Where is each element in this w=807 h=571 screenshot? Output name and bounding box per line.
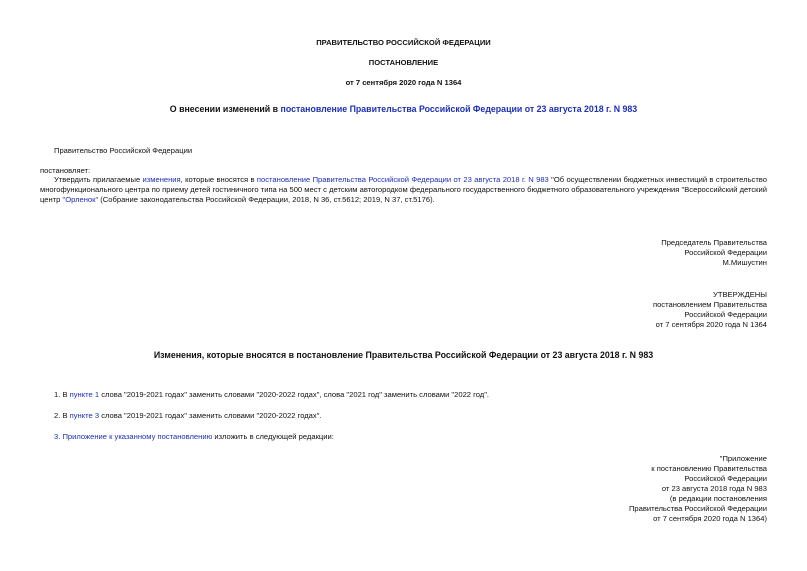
- item-1-link[interactable]: пункте 1: [69, 390, 100, 399]
- item-1-prefix: 1. В: [54, 390, 70, 399]
- document-date: от 7 сентября 2020 года N 1364: [345, 78, 462, 87]
- body-text-2: , которые вносятся в: [180, 175, 257, 184]
- changes-title: Изменения, которые вносятся в постановление Правительства Российской Федерации от 23 августа 2018 г. N 983: [153, 350, 654, 360]
- title-reference-link[interactable]: постановление Правительства Российской Федерации от 23 августа 2018 г. N 983: [280, 104, 638, 114]
- signature-position-2: Российской Федерации: [684, 248, 767, 258]
- orlenok-link[interactable]: "Орленок": [62, 195, 99, 205]
- resolution-983-link[interactable]: постановление Правительства Российской Федерации от 23 августа 2018 г. N 983: [256, 175, 549, 184]
- body-text-3: "Об осуществлении бюджетных инвестиций в строительство многофункционального центра по приему детей гостиничного типа на 500 мест с детским автогородком федерального государственного бюджетного образовательного учреждения "Всероссийский детский центр: [40, 175, 767, 205]
- signature-position: Председатель Правительства: [661, 238, 767, 247]
- appendix-line-5: (в редакции постановления: [669, 494, 767, 504]
- approval-block: [653, 290, 767, 330]
- appendix-line-4: от 23 августа 2018 года N 983: [661, 484, 767, 494]
- approval-line-4: от 7 сентября 2020 года N 1364: [655, 320, 767, 330]
- changes-link[interactable]: изменения: [142, 175, 181, 184]
- item-2-link[interactable]: пункте 3: [69, 411, 100, 420]
- appendix-line-6: Правительства Российской Федерации: [628, 504, 767, 514]
- issuer: Правительство Российской Федерации: [54, 146, 193, 155]
- item-3-text: изложить в следующей редакции:: [212, 432, 334, 441]
- item-1-text: слова "2019-2021 годах" заменить словами "2020-2022 годах", слова "2021 год" заменить словами "2022 год".: [99, 390, 490, 399]
- item-2-prefix: 2. В: [54, 411, 70, 420]
- change-item-3: [54, 432, 334, 442]
- appendix-line-7: от 7 сентября 2020 года N 1364): [653, 514, 767, 524]
- appendix-line-2: к постановлению Правительства: [651, 464, 767, 474]
- government-header: ПРАВИТЕЛЬСТВО РОССИЙСКОЙ ФЕДЕРАЦИИ: [316, 38, 491, 47]
- body-text-4: (Собрание законодательства Российской Федерации, 2018, N 36, ст.5612; 2019, N 37, ст.5176).: [98, 195, 435, 205]
- body-text-1: Утвердить прилагаемые: [54, 175, 143, 184]
- appendix-line-1: "Приложение: [719, 454, 767, 463]
- approval-line-2: постановлением Правительства: [652, 300, 767, 310]
- signature-block: [661, 238, 767, 268]
- decrees-word: постановляет:: [40, 166, 91, 175]
- item-2-text: слова "2019-2021 годах" заменить словами "2020-2022 годах".: [99, 411, 322, 420]
- change-item-1: [54, 390, 489, 400]
- body-paragraph: [40, 175, 767, 205]
- document-title: [0, 104, 807, 116]
- approval-line-3: Российской Федерации: [684, 310, 767, 320]
- item-3-link[interactable]: 3. Приложение к указанному постановлению: [54, 432, 213, 441]
- signature-name: М.Мишустин: [722, 258, 767, 268]
- change-item-2: [54, 411, 322, 421]
- document-type: ПОСТАНОВЛЕНИЕ: [368, 58, 439, 67]
- document-title-text: О внесении изменений в: [169, 104, 281, 114]
- appendix-line-3: Российской Федерации: [684, 474, 767, 484]
- approval-heading: УТВЕРЖДЕНЫ: [713, 290, 767, 299]
- appendix-header: [629, 454, 767, 524]
